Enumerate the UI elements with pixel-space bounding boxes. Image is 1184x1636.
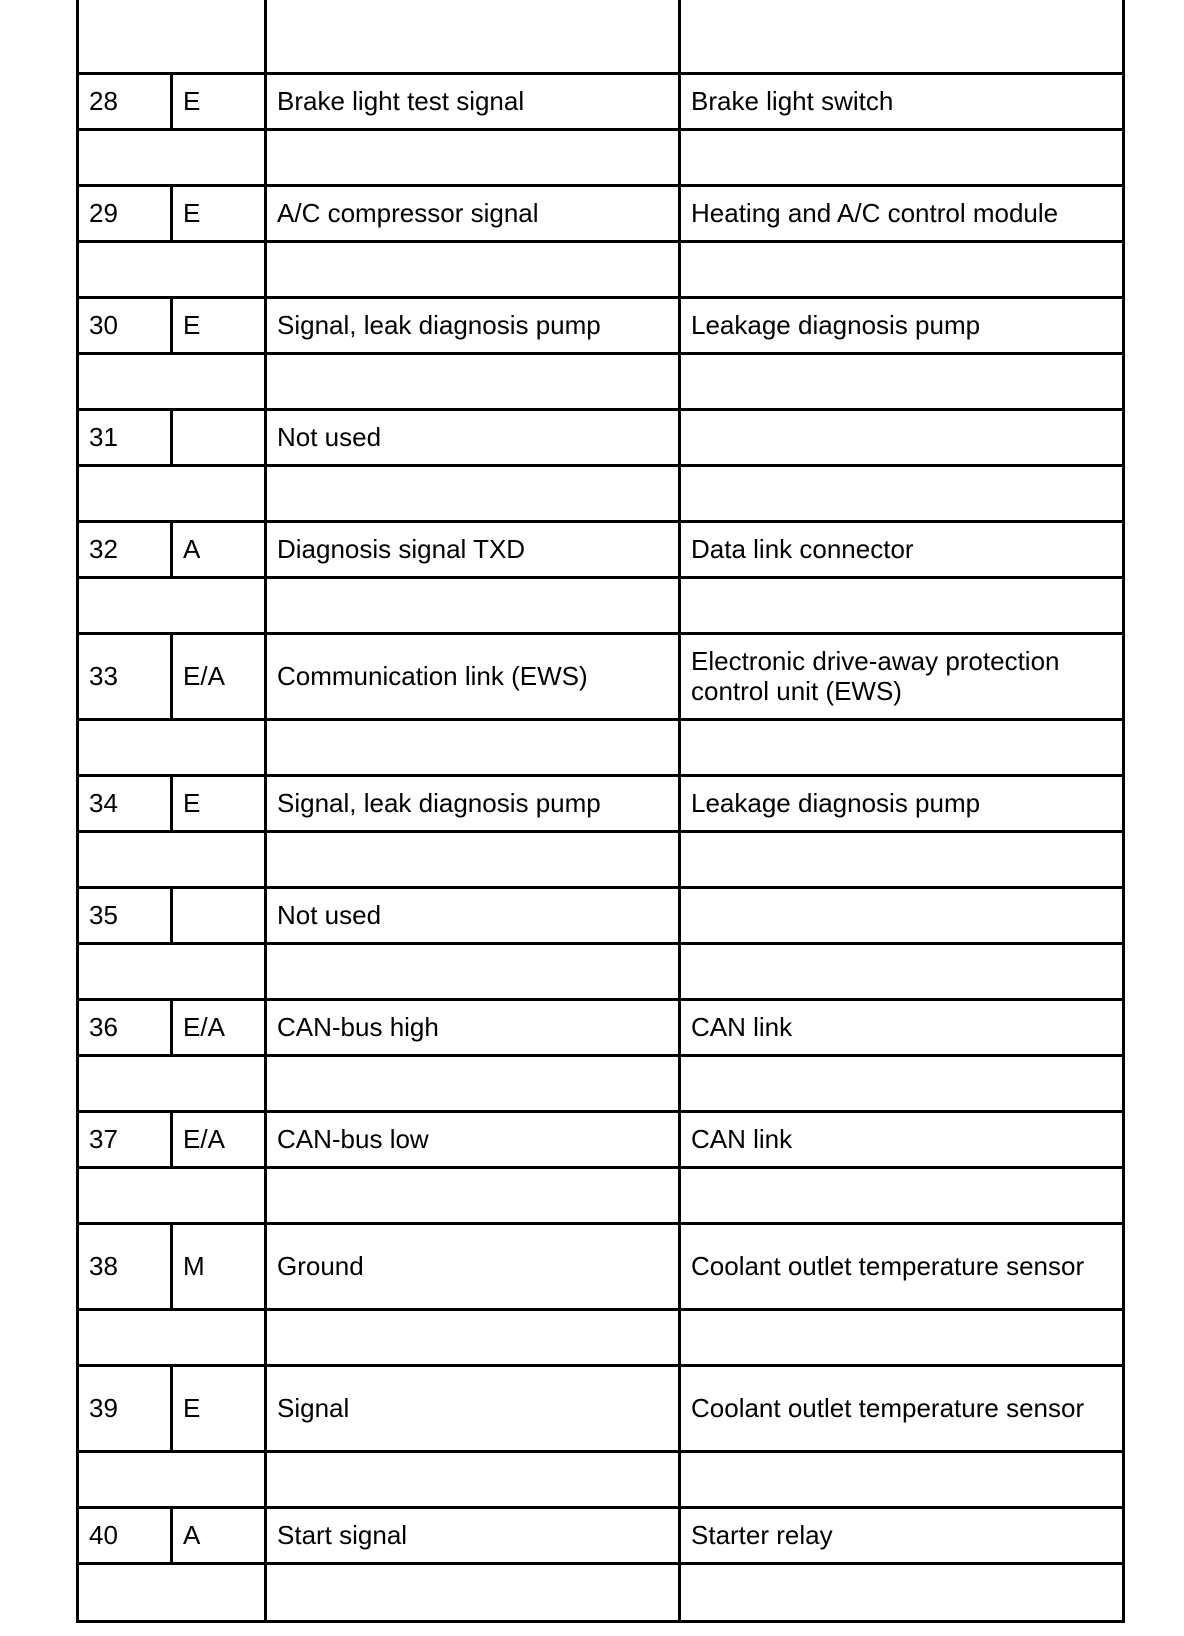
- pin-number-cell: 30: [78, 297, 172, 353]
- pin-number-cell: 35: [78, 887, 172, 943]
- spacer-row: [78, 129, 1124, 185]
- component-cell: CAN link: [680, 1111, 1124, 1167]
- table-body: [78, 0, 1124, 1621]
- spacer-cell: [78, 1167, 266, 1223]
- signal-description-cell: Signal, leak diagnosis pump: [266, 775, 680, 831]
- pin-number-cell: 37: [78, 1111, 172, 1167]
- signal-type-cell: E/A: [172, 633, 266, 719]
- table-row: [78, 73, 1124, 129]
- spacer-row: [78, 1167, 1124, 1223]
- spacer-cell: [266, 943, 680, 999]
- spacer-row: [78, 719, 1124, 775]
- spacer-cell: [266, 577, 680, 633]
- signal-type-cell: [172, 409, 266, 465]
- spacer-cell: [78, 1451, 266, 1507]
- spacer-cell: [78, 1563, 266, 1621]
- spacer-cell: [78, 943, 266, 999]
- spacer-row: [78, 353, 1124, 409]
- pin-number-cell: 31: [78, 409, 172, 465]
- signal-type-cell: E: [172, 297, 266, 353]
- pin-number-cell: 28: [78, 73, 172, 129]
- signal-description-cell: Brake light test signal: [266, 73, 680, 129]
- signal-description-cell: Signal, leak diagnosis pump: [266, 297, 680, 353]
- pin-number-cell: 38: [78, 1223, 172, 1309]
- spacer-cell: [680, 1563, 1124, 1621]
- table-row: [78, 521, 1124, 577]
- spacer-row: [78, 1055, 1124, 1111]
- spacer-cell: [78, 465, 266, 521]
- pin-assignment-table: [76, 0, 1125, 1623]
- table-row: [78, 999, 1124, 1055]
- component-cell: Leakage diagnosis pump: [680, 297, 1124, 353]
- signal-description-cell: Ground: [266, 1223, 680, 1309]
- spacer-cell: [78, 831, 266, 887]
- table-row: [78, 297, 1124, 353]
- spacer-cell: [78, 1055, 266, 1111]
- pin-number-cell: 34: [78, 775, 172, 831]
- spacer-cell: [680, 1167, 1124, 1223]
- spacer-cell: [266, 1563, 680, 1621]
- spacer-cell: [78, 577, 266, 633]
- spacer-cell: [680, 465, 1124, 521]
- signal-type-cell: [172, 887, 266, 943]
- spacer-cell: [266, 1055, 680, 1111]
- spacer-cell: [680, 831, 1124, 887]
- signal-type-cell: E: [172, 73, 266, 129]
- spacer-row: [78, 1451, 1124, 1507]
- spacer-cell: [680, 353, 1124, 409]
- signal-type-cell: A: [172, 521, 266, 577]
- table-row: [78, 887, 1124, 943]
- spacer-cell: [78, 241, 266, 297]
- continuation-cell: [78, 0, 266, 73]
- pin-number-cell: 36: [78, 999, 172, 1055]
- spacer-cell: [266, 241, 680, 297]
- component-cell: Brake light switch: [680, 73, 1124, 129]
- spacer-cell: [680, 577, 1124, 633]
- spacer-cell: [680, 1309, 1124, 1365]
- component-cell: Coolant outlet temperature sensor: [680, 1223, 1124, 1309]
- table-row: [78, 1223, 1124, 1309]
- signal-type-cell: E: [172, 185, 266, 241]
- spacer-cell: [266, 1451, 680, 1507]
- spacer-row: [78, 831, 1124, 887]
- component-cell: Coolant outlet temperature sensor: [680, 1365, 1124, 1451]
- spacer-cell: [680, 1451, 1124, 1507]
- signal-type-cell: M: [172, 1223, 266, 1309]
- pin-number-cell: 39: [78, 1365, 172, 1451]
- table-row: [78, 775, 1124, 831]
- signal-type-cell: E: [172, 775, 266, 831]
- signal-description-cell: CAN-bus high: [266, 999, 680, 1055]
- component-cell: CAN link: [680, 999, 1124, 1055]
- spacer-row: [78, 577, 1124, 633]
- pin-number-cell: 33: [78, 633, 172, 719]
- spacer-row: [78, 1309, 1124, 1365]
- signal-description-cell: Start signal: [266, 1507, 680, 1563]
- signal-description-cell: Not used: [266, 887, 680, 943]
- spacer-row: [78, 943, 1124, 999]
- component-cell: Leakage diagnosis pump: [680, 775, 1124, 831]
- continuation-cell: [266, 0, 680, 73]
- table-continuation-row: [78, 0, 1124, 73]
- signal-type-cell: E/A: [172, 999, 266, 1055]
- component-cell: [680, 887, 1124, 943]
- component-cell: Electronic drive-away protection control unit (EWS): [680, 633, 1124, 719]
- signal-description-cell: Diagnosis signal TXD: [266, 521, 680, 577]
- signal-type-cell: A: [172, 1507, 266, 1563]
- spacer-cell: [266, 1167, 680, 1223]
- signal-description-cell: CAN-bus low: [266, 1111, 680, 1167]
- spacer-cell: [78, 353, 266, 409]
- spacer-cell: [266, 1309, 680, 1365]
- spacer-cell: [680, 129, 1124, 185]
- table-row: [78, 1365, 1124, 1451]
- spacer-cell: [78, 129, 266, 185]
- pin-number-cell: 29: [78, 185, 172, 241]
- spacer-cell: [680, 241, 1124, 297]
- spacer-cell: [266, 129, 680, 185]
- table-row: [78, 633, 1124, 719]
- spacer-cell: [680, 1055, 1124, 1111]
- spacer-cell: [266, 353, 680, 409]
- spacer-row: [78, 1563, 1124, 1621]
- signal-description-cell: A/C compressor signal: [266, 185, 680, 241]
- signal-description-cell: Not used: [266, 409, 680, 465]
- signal-type-cell: E/A: [172, 1111, 266, 1167]
- spacer-row: [78, 241, 1124, 297]
- spacer-cell: [266, 465, 680, 521]
- signal-description-cell: Signal: [266, 1365, 680, 1451]
- component-cell: Heating and A/C control module: [680, 185, 1124, 241]
- table-row: [78, 1507, 1124, 1563]
- pin-number-cell: 40: [78, 1507, 172, 1563]
- component-cell: [680, 409, 1124, 465]
- spacer-cell: [266, 719, 680, 775]
- component-cell: Data link connector: [680, 521, 1124, 577]
- spacer-cell: [78, 719, 266, 775]
- component-cell: Starter relay: [680, 1507, 1124, 1563]
- spacer-row: [78, 465, 1124, 521]
- spacer-cell: [78, 1309, 266, 1365]
- spacer-cell: [680, 719, 1124, 775]
- pin-number-cell: 32: [78, 521, 172, 577]
- table-row: [78, 1111, 1124, 1167]
- table-row: [78, 185, 1124, 241]
- spacer-cell: [680, 943, 1124, 999]
- table-row: [78, 409, 1124, 465]
- signal-description-cell: Communication link (EWS): [266, 633, 680, 719]
- spacer-cell: [266, 831, 680, 887]
- continuation-cell: [680, 0, 1124, 73]
- signal-type-cell: E: [172, 1365, 266, 1451]
